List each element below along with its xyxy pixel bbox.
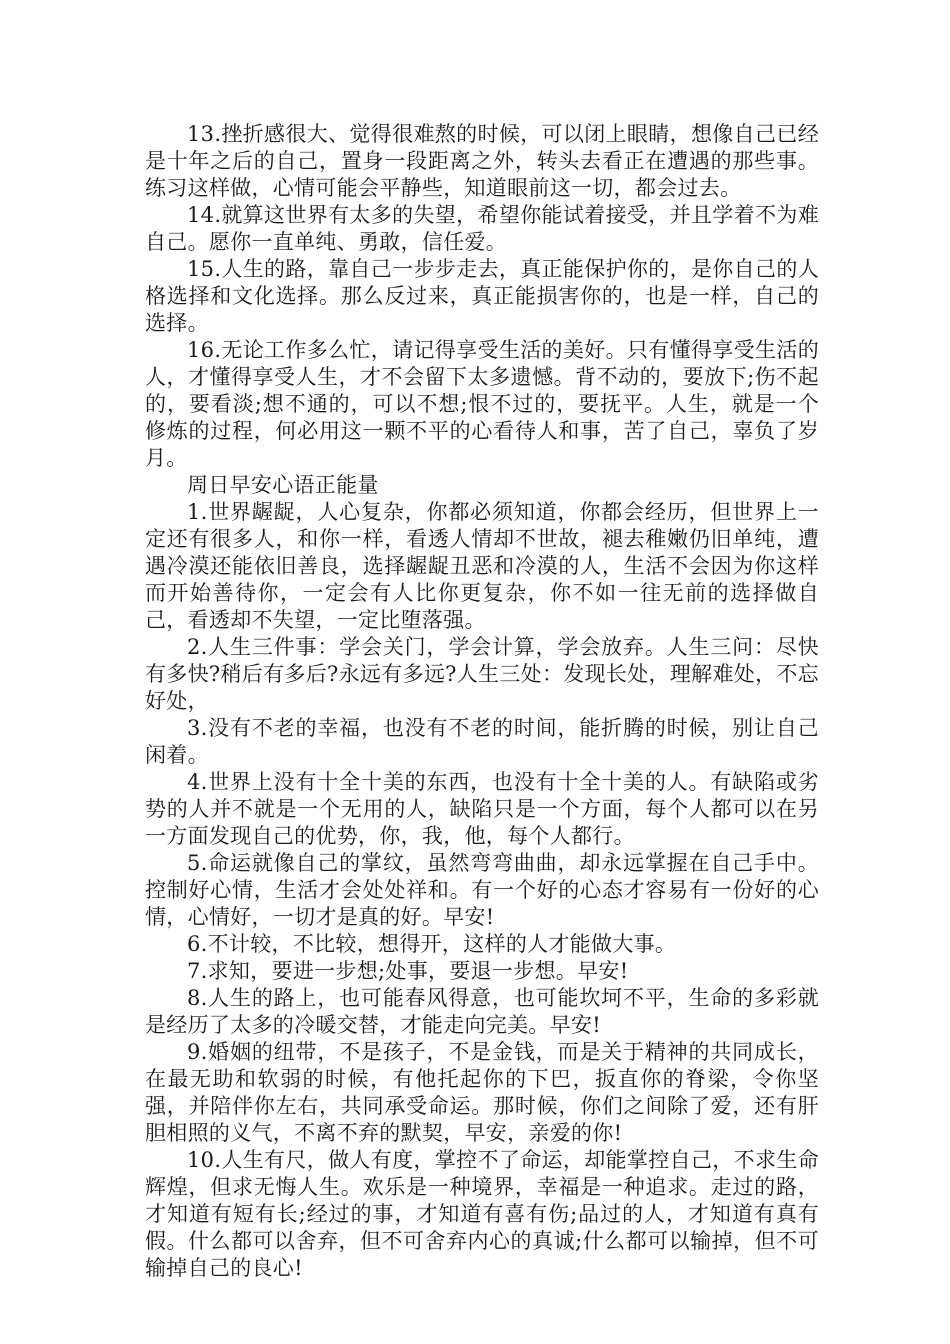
- paragraph-10: 10.人生有尺，做人有度，掌控不了命运，却能掌控自己，不求生命辉煌，但求无悔人生。欢乐是一种境界，幸福是一种追求。走过的路，才知道有短有长;经过的事，才知道有喜有伤;品过的人，才知道有真有假。什么都可以舍弃，但不可舍弃内心的真诚;什么都可以输掉，但不可输掉自己的良心!: [145, 1148, 819, 1280]
- paragraph-16: 16.无论工作多么忙，请记得享受生活的美好。只有懂得享受生活的人，才懂得享受人生，才不会留下太多遗憾。背不动的，要放下;伤不起的，要看淡;想不通的，可以不想;恨不过的，要抚平。人生，就是一个修炼的过程，何必用这一颗不平的心看待人和事，苦了自己，辜负了岁月。: [145, 338, 819, 470]
- paragraph-3: 3.没有不老的幸福，也没有不老的时间，能折腾的时候，别让自己闲着。: [145, 716, 819, 767]
- paragraph-14: 14.就算这世界有太多的失望，希望你能试着接受，并且学着不为难自己。愿你一直单纯、勇敢，信任爱。: [145, 203, 819, 254]
- paragraph-6: 6.不计较，不比较，想得开，这样的人才能做大事。: [187, 932, 677, 956]
- paragraph-2: 2.人生三件事：学会关门，学会计算，学会放弃。人生三问：尽快有多快?稍后有多后?永远有多远?人生三处：发现长处，理解难处，不忘好处，: [145, 635, 819, 713]
- paragraph-1: 1.世界龌龊，人心复杂，你都必须知道，你都会经历，但世界上一定还有很多人，和你一样，看透人情却不世故，褪去稚嫩仍旧单纯，遭遇冷漠还能依旧善良，选择龌龊丑恶和冷漠的人，生活不会因为你这样而开始善待你，一定会有人比你更复杂，你不如一往无前的选择做自己，看透却不失望，一定比堕落强。: [145, 500, 819, 632]
- paragraph-4: 4.世界上没有十全十美的东西，也没有十全十美的人。有缺陷或劣势的人并不就是一个无用的人，缺陷只是一个方面，每个人都可以在另一方面发现自己的优势，你，我，他，每个人都行。: [145, 770, 819, 848]
- paragraph-9: 9.婚姻的纽带，不是孩子，不是金钱，而是关于精神的共同成长，在最无助和软弱的时候，有他托起你的下巴，扳直你的脊梁，令你坚强，并陪伴你左右，共同承受命运。那时候，你们之间除了爱，还有肝胆相照的义气，不离不弃的默契，早安，亲爱的你!: [145, 1040, 819, 1145]
- paragraph-7: 7.求知，要进一步想;处事，要退一步想。早安!: [187, 959, 629, 983]
- paragraph-13: 13.挫折感很大、觉得很难熬的时候，可以闭上眼睛，想像自己已经是十年之后的自己，置身一段距离之外，转头去看正在遭遇的那些事。练习这样做，心情可能会平静些，知道眼前这一切，都会过去。: [145, 122, 819, 200]
- section-heading: 周日早安心语正能量: [187, 473, 379, 497]
- paragraph-5: 5.命运就像自己的掌纹，虽然弯弯曲曲，却永远掌握在自己手中。控制好心情，生活才会处处祥和。有一个好的心态才容易有一份好的心情，心情好，一切才是真的好。早安!: [145, 851, 819, 929]
- paragraph-15: 15.人生的路，靠自己一步步走去，真正能保护你的，是你自己的人格选择和文化选择。那么反过来，真正能损害你的，也是一样，自己的选择。: [145, 257, 819, 335]
- document-page: [145, 121, 819, 1282]
- paragraph-8: 8.人生的路上，也可能春风得意，也可能坎坷不平，生命的多彩就是经历了太多的冷暖交替，才能走向完美。早安!: [145, 986, 819, 1037]
